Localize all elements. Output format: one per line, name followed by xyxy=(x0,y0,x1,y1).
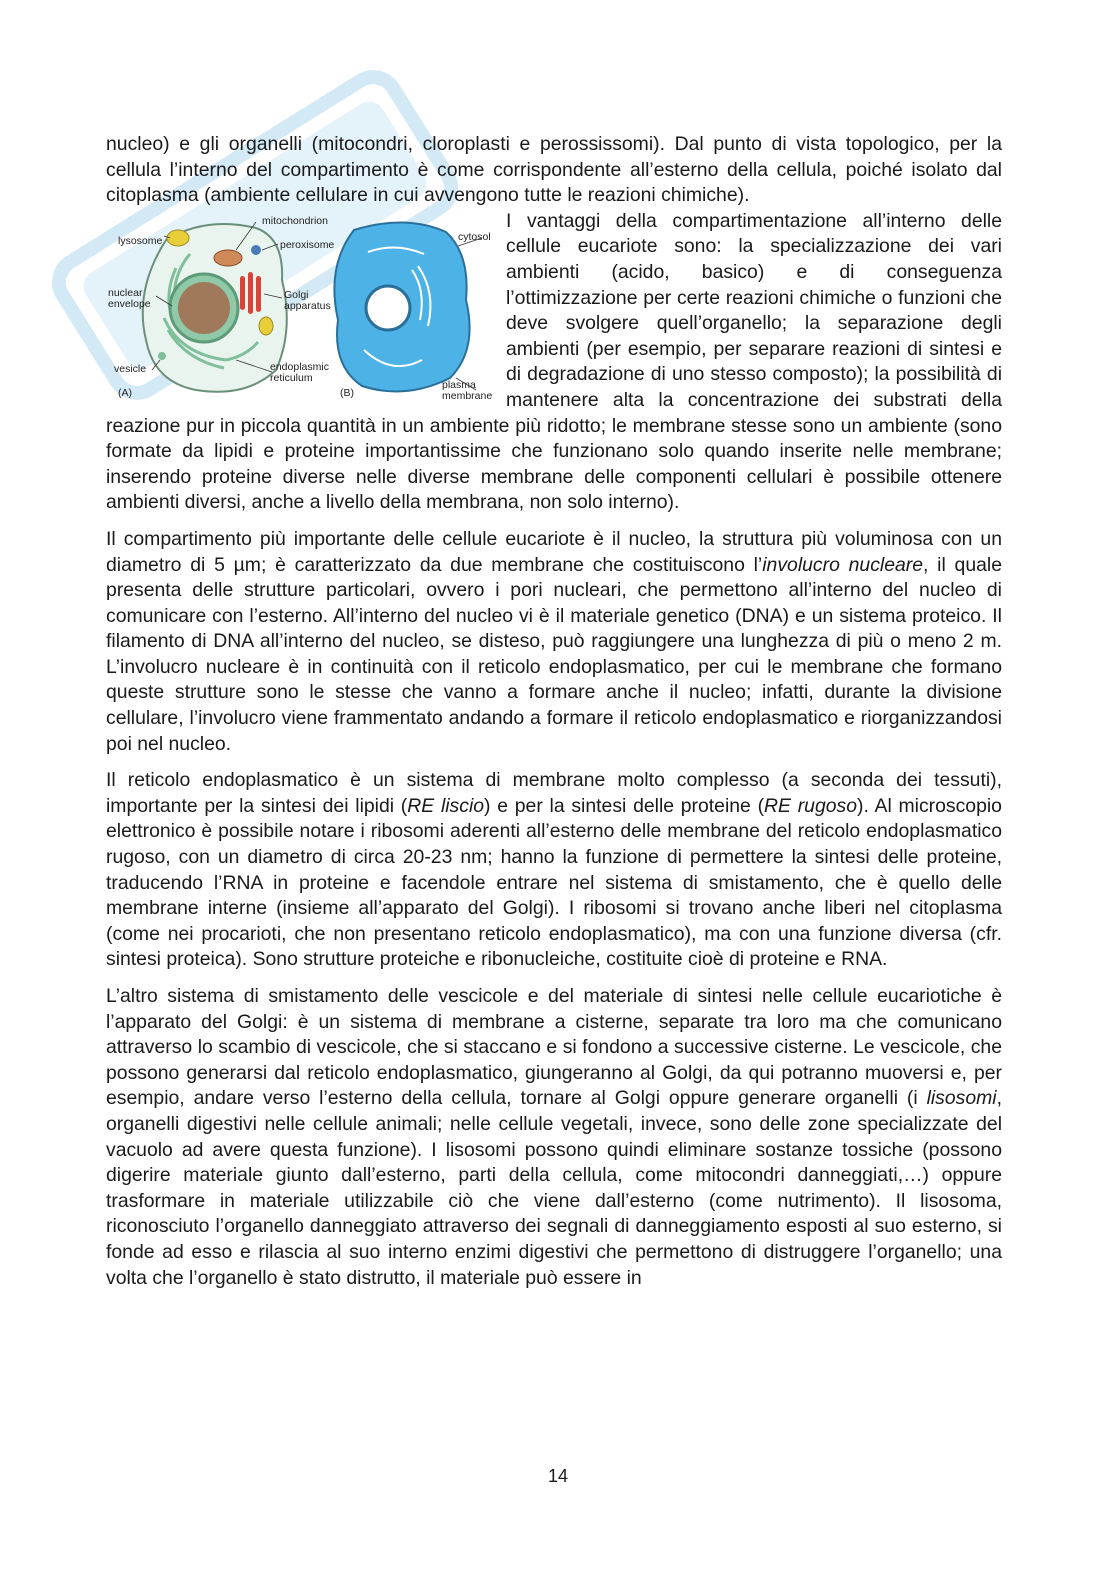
term-involucro-nucleare: involucro nucleare xyxy=(762,553,924,576)
paragraph-er: Il reticolo endoplasmatico è un sistema di membrane molto complesso (a seconda dei tessuti), importante per la sintesi dei lipidi (RE liscio) e per la sintesi delle proteine (RE rugoso). Al microscopio elettronico è possibile notare i ribosomi aderenti all’esterno delle membrane del reticolo endoplasmatico rugoso, con un diametro di circa 20-23 nm; hanno la funzione di permettere la sintesi delle proteine, traducendo l’RNA in proteine e facendole entrare nel sistema di smistamento, che è quello delle membrane interne (insieme all’apparato del Golgi). I ribosomi si trovano anche liberi nel citoplasma (come nei procarioti, che non presentano reticolo endoplasmatico), ma con una funzione diversa (cfr. sintesi proteica). Sono strutture proteiche e ribonucleiche, costituite cioè di proteine e RNA. xyxy=(106,769,1002,971)
paragraph-intro: nucleo) e gli organelli (mitocondri, cloroplasti e perossissomi). Dal punto di vista topologico, per la cellula l’interno del compartimento è come corrispondente all’esterno della cellula, poiché isolato dal citoplasma (ambiente cellulare in cui avvengono tutte le reazioni chimiche). xyxy=(106,133,1002,207)
label-panel-a: (A) xyxy=(118,386,132,399)
label-peroxisome: peroxisome xyxy=(280,238,335,251)
term-lisosomi: lisosomi xyxy=(926,1087,997,1110)
paragraph-nucleus: Il compartimento più importante delle cellule eucariote è il nucleo, la struttura più voluminosa con un diametro di 5 µm; è caratterizzato da due membrane che costituiscono l’involucro nucleare, il quale presenta delle strutture particolari, ovvero i pori nucleari, che permettono all’interno del nucleo di comunicare con l’esterno. All’interno del nucleo vi è il materiale genetico (DNA) e un sistema proteico. Il filamento di DNA all’interno del nucleo, se disteso, può raggiungere una lunghezza di più o meno 2 m. L’involucro nucleare è in continuità con il reticolo endoplasmatico, per cui le membrane che formano queste strutture sono le stesse che vanno a formare anche il nucleo; infatti, durante la divisione cellulare, l’involucro viene frammentato andando a formare il reticolo endoplasmatico e riorganizzandosi poi nel nucleo. xyxy=(106,527,1003,755)
page-number: 14 xyxy=(547,1466,569,1486)
nucleus-shape xyxy=(178,282,230,334)
label-mitochondrion: mitochondrion xyxy=(262,214,328,227)
lysosome-shape xyxy=(167,230,189,246)
cell-diagram-figure xyxy=(106,210,498,404)
label-golgi: Golgi apparatus xyxy=(284,288,331,312)
label-endoplasmic-reticulum: endoplasmic reticulum xyxy=(270,360,329,384)
label-lysosome: lysosome xyxy=(118,234,163,247)
vesicle-shape xyxy=(158,352,166,360)
paragraph-compartment-advantages: I vantaggi della compartimentazione all’interno delle cellule eucariote sono: la specializzazione dei vari ambienti (acido, basico) e di conseguenza l’ottimizzazione per certe reazioni chimiche o funzioni che deve svolgere quell’organello; la separazione degli ambienti (per esempio, per separare reazioni di sintesi e di degradazione di uno stesso composto); la possibilità di mantenere alta la concentrazione dei substrati della reazione pur in piccola quantità in un ambiente più ridotto; le membrane stesse sono un ambiente (sono formate da lipidi e proteine importantissime che funzionano solo quando inserite nelle membrane; inserendo proteine diverse nelle diverse membrane delle componenti cellulari è possibile ottenere ambienti diversi, anche a livello della membrana, non solo interno). xyxy=(106,209,1002,514)
peroxisome-shape xyxy=(251,245,261,255)
mitochondrion-shape xyxy=(214,250,242,266)
label-plasma-membrane: plasma membrane xyxy=(442,378,493,402)
paragraph-golgi: L’altro sistema di smistamento delle vescicole e del materiale di sintesi nelle cellule eucariotiche è l’apparato del Golgi: è un sistema di membrane a cisterne, separate tra loro ma che comunicano attraverso lo scambio di vescicole, che si staccano e si fondono a successive cisterne. Le vescicole, che possono generarsi dal reticolo endoplasmatico, giungeranno al Golgi, da qui potranno muoversi e, per esempio, andare verso l’esterno della cellula, tornare al Golgi oppure generare organelli (i lisosomi, organelli digestivi nelle cellule animali; nelle cellule vegetali, invece, sono delle zone specializzate del vacuolo ad avere questa funzione). I lisosomi possono quindi eliminare sostanze tossiche (possono digerire materiale giunto dall’esterno, parti della cellula, come mitocondri danneggiati,…) oppure trasformare in materiale utilizzabile ciò che viene dall’esterno (come nutrimento). Il lisosoma, riconosciuto l’organello danneggiato attraverso dei segnali di danneggiamento esposti al suo esterno, si fonde ad esso e rilascia al suo interno enzimi digestivi che permettono di distruggere l’organello; una volta che l’organello è stato distrutto, il materiale può essere in xyxy=(106,985,1002,1289)
cell-b-nucleus xyxy=(366,286,410,330)
label-panel-b: (B) xyxy=(340,386,354,399)
label-nuclear-envelope: nuclear envelope xyxy=(108,286,151,310)
page-content xyxy=(106,132,1002,1291)
label-vesicle: vesicle xyxy=(114,362,147,375)
golgi-stacks xyxy=(240,272,261,314)
term-re-liscio: RE liscio xyxy=(407,794,485,817)
label-cytosol: cytosol xyxy=(458,230,491,243)
term-re-rugoso: RE rugoso xyxy=(764,794,858,817)
